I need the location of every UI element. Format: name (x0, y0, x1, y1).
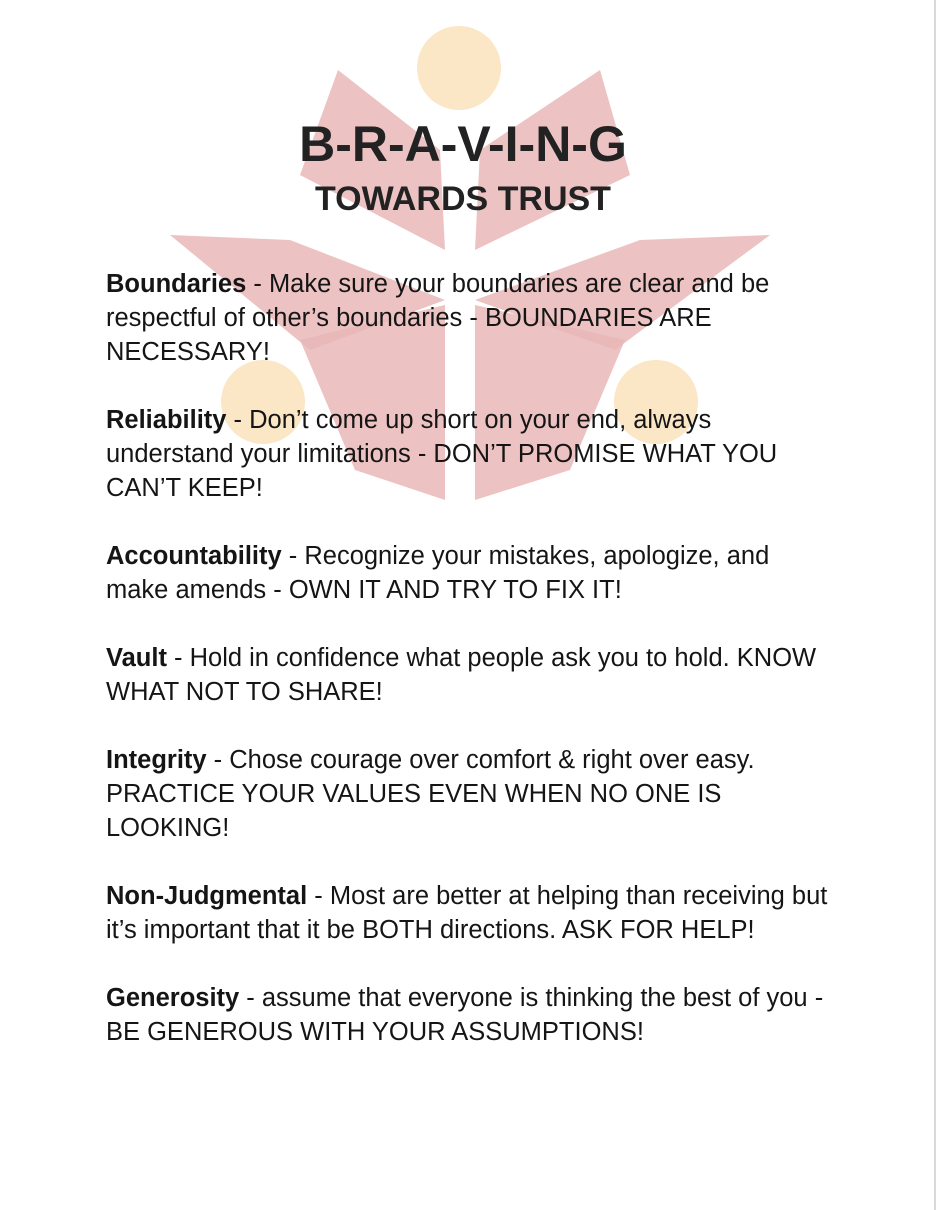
description-integrity: - Chose courage over comfort & right over easy. PRACTICE YOUR VALUES EVEN WHEN NO ONE IS LOOKING! (106, 746, 755, 842)
description-non-judgmental: - Most are better at helping than receiving but it’s important that it be BOTH directions. ASK FOR HELP! (106, 882, 828, 944)
term-integrity: Integrity (106, 746, 207, 774)
description-accountability: - Recognize your mistakes, apologize, and make amends - OWN IT AND TRY TO FIX IT! (106, 542, 770, 604)
list-item-integrity (106, 743, 836, 845)
list-item-boundaries (106, 267, 836, 369)
list-item-reliability (106, 403, 836, 505)
braving-list (106, 267, 836, 1083)
description-reliability: - Don’t come up short on your end, always understand your limitations - DON’T PROMISE WHAT YOU CAN’T KEEP! (106, 406, 778, 502)
description-vault: - Hold in confidence what people ask you to hold. KNOW WHAT NOT TO SHARE! (106, 644, 817, 706)
page-title: B-R-A-V-I-N-G (299, 116, 627, 172)
term-boundaries: Boundaries (106, 270, 247, 298)
watermark-dot-top (417, 26, 501, 110)
list-item-generosity (106, 981, 836, 1049)
term-accountability: Accountability (106, 542, 282, 570)
term-generosity: Generosity (106, 984, 240, 1012)
page-subtitle: TOWARDS TRUST (315, 180, 611, 218)
list-item-accountability (106, 539, 836, 607)
term-vault: Vault (106, 644, 167, 672)
term-reliability: Reliability (106, 406, 227, 434)
list-item-vault (106, 641, 836, 709)
description-generosity: - assume that everyone is thinking the best of you - BE GENEROUS WITH YOUR ASSUMPTIONS! (106, 984, 824, 1046)
list-item-non-judgmental (106, 879, 836, 947)
description-boundaries: - Make sure your boundaries are clear and be respectful of other’s boundaries - BOUNDARIES ARE NECESSARY! (106, 270, 770, 366)
term-non-judgmental: Non-Judgmental (106, 882, 308, 910)
